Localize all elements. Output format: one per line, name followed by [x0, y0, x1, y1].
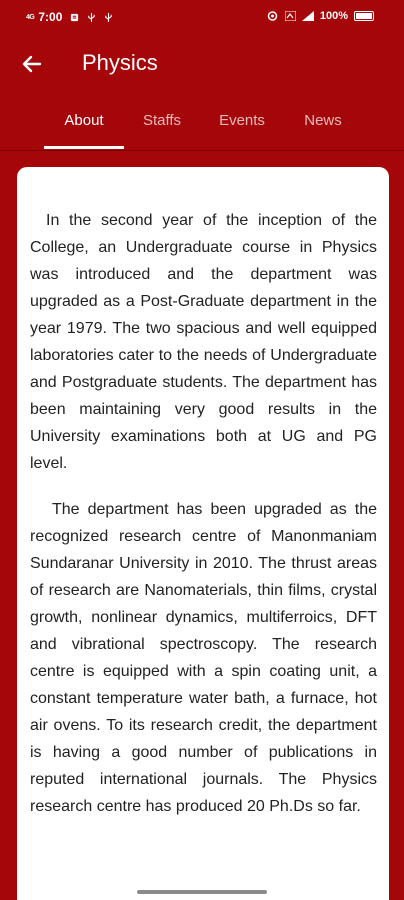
page-title: Physics [82, 50, 158, 75]
about-paragraph-1: In the second year of the inception of the College, an Undergraduate course in Physics was introduced and the department was upgraded as a Post-Graduate department in the year 1979. The two spacious and well equipped laboratories cater to the needs of Undergraduate and Postgraduate students. The department has been maintaining very good results in the University examinations both at UG and PG level. [30, 212, 377, 472]
back-button[interactable] [14, 46, 50, 82]
tab-bar [0, 94, 404, 150]
status-bar [0, 0, 404, 34]
arrow-left-icon [21, 53, 43, 75]
signal-icon [302, 11, 314, 21]
tab-about[interactable]: About [64, 112, 104, 129]
tab-indicator [44, 146, 124, 149]
about-card [17, 167, 389, 900]
data-icon [285, 11, 296, 21]
status-right [266, 10, 374, 22]
notification-icon [70, 13, 79, 22]
status-time: 7:00 [38, 10, 63, 24]
usb-icon [104, 13, 113, 22]
network-type: 4G [26, 13, 35, 21]
tab-events[interactable]: Events [219, 112, 265, 129]
home-indicator[interactable] [137, 890, 267, 894]
battery-percent: 100% [319, 10, 348, 22]
usb-icon [87, 13, 96, 22]
hotspot-icon [266, 11, 279, 21]
tab-news[interactable]: News [304, 112, 342, 129]
tab-staffs[interactable]: Staffs [142, 112, 182, 129]
about-paragraph-2: The department has been upgraded as the recognized research centre of Manonmaniam Sundaranar University in 2010. The thrust areas of research are Nanomaterials, thin films, crystal growth, nonlinear dynamics, multiferroics, DFT and vibrational spectroscopy. The research centre is equipped with a spin coating unit, a constant temperature water bath, a furnace, hot air ovens. To its research credit, the department is having a good number of publications in reputed international journals. The Physics research centre has produced 20 Ph.Ds so far. [30, 501, 377, 815]
app-bar [0, 34, 404, 94]
status-left [26, 10, 113, 24]
battery-icon [354, 11, 374, 21]
tab-divider [0, 150, 404, 151]
